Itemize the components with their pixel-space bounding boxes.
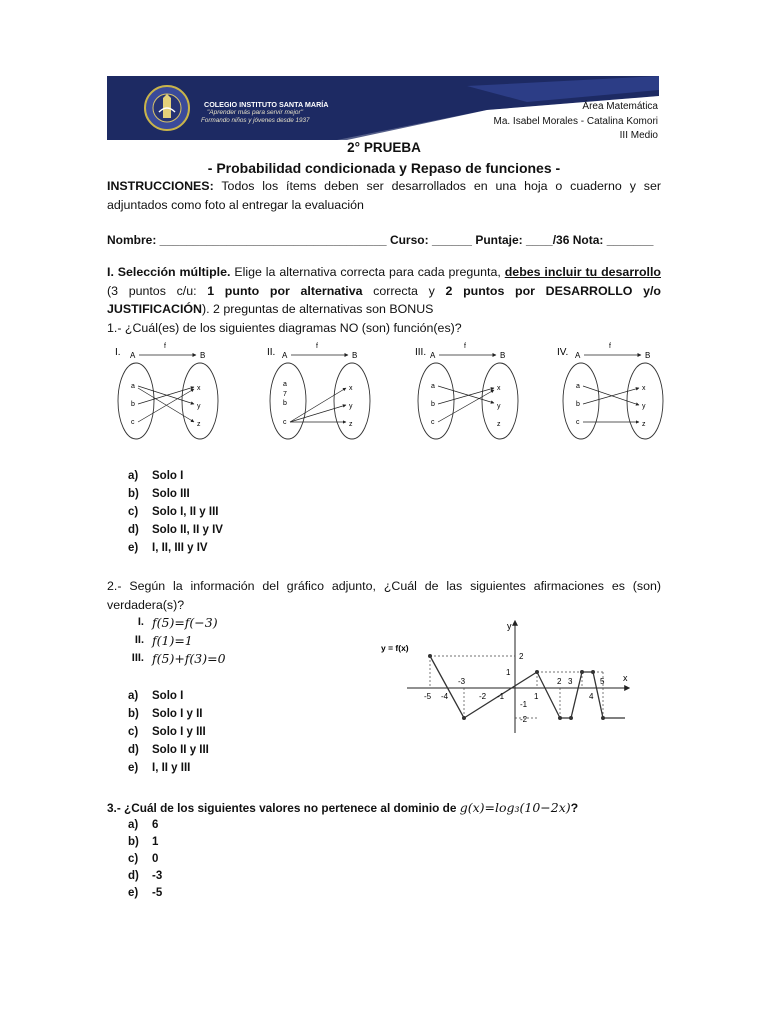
svg-text:b: b [431, 401, 435, 408]
function-graph [377, 615, 661, 740]
section1-emphasis: debes incluir tu desarrollo [504, 265, 661, 279]
statement-II: II. f(1)=1 [134, 633, 193, 648]
svg-text:x: x [349, 385, 353, 392]
statement-III: III. f(5)+f(3)=0 [131, 651, 226, 666]
score-field[interactable]: Puntaje: ____/36 [475, 233, 570, 247]
svg-text:3: 3 [568, 677, 573, 686]
q3-option-e[interactable]: e) -5 [128, 887, 163, 899]
school-name: COLEGIO INSTITUTO SANTA MARÍA [204, 100, 329, 109]
q3-option-a[interactable]: a) 6 [128, 819, 159, 831]
svg-text:y: y [642, 403, 646, 410]
q2-option-a[interactable]: a) Solo I [128, 690, 184, 702]
svg-text:a: a [283, 381, 287, 388]
section1-heading: I. Selección múltiple. [107, 265, 231, 279]
guide-lines [430, 656, 603, 718]
svg-text:-2: -2 [520, 715, 528, 724]
q3-expression: g(x)=log₃(10−2x) [459, 800, 571, 815]
x-axis-label: x [623, 673, 628, 683]
diagram-II [267, 343, 370, 439]
q3-option-d[interactable]: d) -3 [128, 870, 163, 882]
teachers-text: Ma. Isabel Morales - Catalina Komori [493, 115, 658, 127]
svg-text:-4: -4 [441, 692, 449, 701]
q1-option-d[interactable]: d) Solo II, II y IV [128, 524, 223, 536]
section1-emphasis: 2 puntos por DESARROLLO y/o JUSTIFICACIÓN [107, 283, 661, 316]
svg-text:A: A [282, 351, 288, 360]
section1-text: correcta y [362, 283, 446, 298]
svg-text:c: c [131, 419, 135, 426]
svg-text:-1: -1 [497, 692, 505, 701]
school-founded: Formando niños y jóvenes desde 1937 [201, 117, 310, 124]
mapping-diagrams [108, 338, 668, 443]
section1-emphasis: 1 punto por alternativa [207, 283, 363, 298]
test-subtitle: - Probabilidad condicionada y Repaso de funciones - [207, 160, 561, 176]
svg-text:5: 5 [600, 677, 605, 686]
svg-text:B: B [500, 351, 506, 360]
svg-text:x: x [497, 385, 501, 392]
q2-option-d[interactable]: d) Solo II y III [128, 744, 209, 756]
svg-text:x: x [197, 385, 201, 392]
question-1-text: 1.- ¿Cuál(es) de los siguientes diagramas NO (son) función(es)? [107, 321, 462, 335]
svg-text:b: b [131, 401, 135, 408]
q3-option-b[interactable]: b) 1 [128, 836, 159, 848]
set-b-label: B [200, 351, 206, 360]
svg-text:2: 2 [519, 652, 524, 661]
svg-text:f: f [464, 343, 466, 350]
svg-text:-3: -3 [458, 677, 466, 686]
header-info [493, 100, 658, 144]
set-a-label: A [130, 351, 136, 360]
section1-text: ). 2 preguntas de alternativas son BONUS [202, 302, 434, 316]
grade-field[interactable]: Nota: _______ [572, 233, 654, 247]
diagram-label: III. [415, 347, 427, 358]
svg-text:4: 4 [589, 692, 594, 701]
svg-text:1: 1 [506, 668, 511, 677]
svg-text:z: z [197, 421, 201, 428]
svg-text:-1: -1 [520, 700, 528, 709]
function-curve [430, 656, 625, 718]
level-text: III Medio [619, 130, 658, 141]
y-axis-label: y [507, 621, 512, 631]
svg-text:b: b [576, 401, 580, 408]
section1-text: (3 puntos c/u: [107, 283, 208, 298]
svg-text:z: z [497, 421, 501, 428]
svg-text:2: 2 [557, 677, 562, 686]
school-logo-icon [145, 86, 189, 130]
question-3-text: 3.- ¿Cuál de los siguientes valores no pertenece al dominio de g(x)=log₃(10−2x)? [107, 800, 579, 815]
section1-intro [107, 263, 661, 319]
q1-option-b[interactable]: b) Solo III [128, 488, 190, 500]
q1-option-c[interactable]: c) Solo I, II y III [128, 506, 219, 518]
course-field[interactable]: Curso: ______ [389, 233, 472, 247]
question-2-text: 2.- Según la información del gráfico adjunto, ¿Cuál de las siguientes afirmaciones es (son) verdadera(s)? [107, 579, 661, 612]
svg-text:x: x [642, 385, 646, 392]
svg-text:z: z [349, 421, 353, 428]
test-title: 2° PRUEBA [347, 140, 421, 155]
q2-option-c[interactable]: c) Solo I y III [128, 726, 206, 738]
q3-option-c[interactable]: c) 0 [128, 853, 159, 865]
q2-option-b[interactable]: b) Solo I y II [128, 708, 203, 720]
diagram-label: I. [115, 347, 121, 358]
q1-option-a[interactable]: a) Solo I [128, 470, 184, 482]
svg-text:a: a [576, 383, 580, 390]
q3-prompt: 3.- ¿Cuál de los siguientes valores no pertenece al dominio de [107, 801, 460, 815]
svg-text:1: 1 [534, 692, 539, 701]
svg-text:f: f [316, 343, 318, 350]
svg-text:B: B [352, 351, 358, 360]
q1-option-e[interactable]: e) I, II, III y IV [128, 542, 208, 554]
svg-text:B: B [645, 351, 651, 360]
function-label: f [164, 343, 166, 350]
instructions-label: INSTRUCCIONES: [107, 179, 214, 193]
svg-text:c: c [283, 419, 287, 426]
svg-text:-5: -5 [424, 692, 432, 701]
svg-text:b: b [283, 400, 287, 407]
svg-text:A: A [575, 351, 581, 360]
svg-text:y: y [349, 403, 353, 410]
svg-text:a: a [431, 383, 435, 390]
svg-text:c: c [431, 419, 435, 426]
q2-option-e[interactable]: e) I, II y III [128, 762, 191, 774]
area-text: Área Matemática [582, 101, 658, 112]
instructions-text: Todos los ítems deben ser desarrollados en una hoja o cuaderno y ser adjuntados como foto al entregar la evaluación [107, 179, 661, 212]
svg-text:a: a [131, 383, 135, 390]
svg-text:-2: -2 [479, 692, 487, 701]
graph-label: y = f(x) [381, 643, 409, 653]
student-info-line [107, 231, 661, 250]
statement-I: I. f(5)=f(−3) [137, 615, 218, 630]
diagram-label: II. [267, 347, 276, 358]
school-motto: "Aprender más para servir mejor" [207, 109, 304, 116]
diagram-III [415, 343, 518, 439]
section1-text: Elige la alternativa correcta para cada pregunta, [230, 265, 505, 279]
svg-text:A: A [430, 351, 436, 360]
name-field[interactable]: Nombre: __________________________________ [107, 233, 387, 247]
svg-text:c: c [576, 419, 580, 426]
svg-text:z: z [642, 421, 646, 428]
svg-text:7: 7 [283, 391, 287, 398]
svg-text:y: y [197, 403, 201, 410]
diagram-I [115, 343, 218, 439]
svg-text:y: y [497, 403, 501, 410]
instructions [107, 177, 661, 214]
svg-text:f: f [609, 343, 611, 350]
diagram-IV [557, 343, 663, 439]
diagram-label: IV. [557, 347, 569, 358]
